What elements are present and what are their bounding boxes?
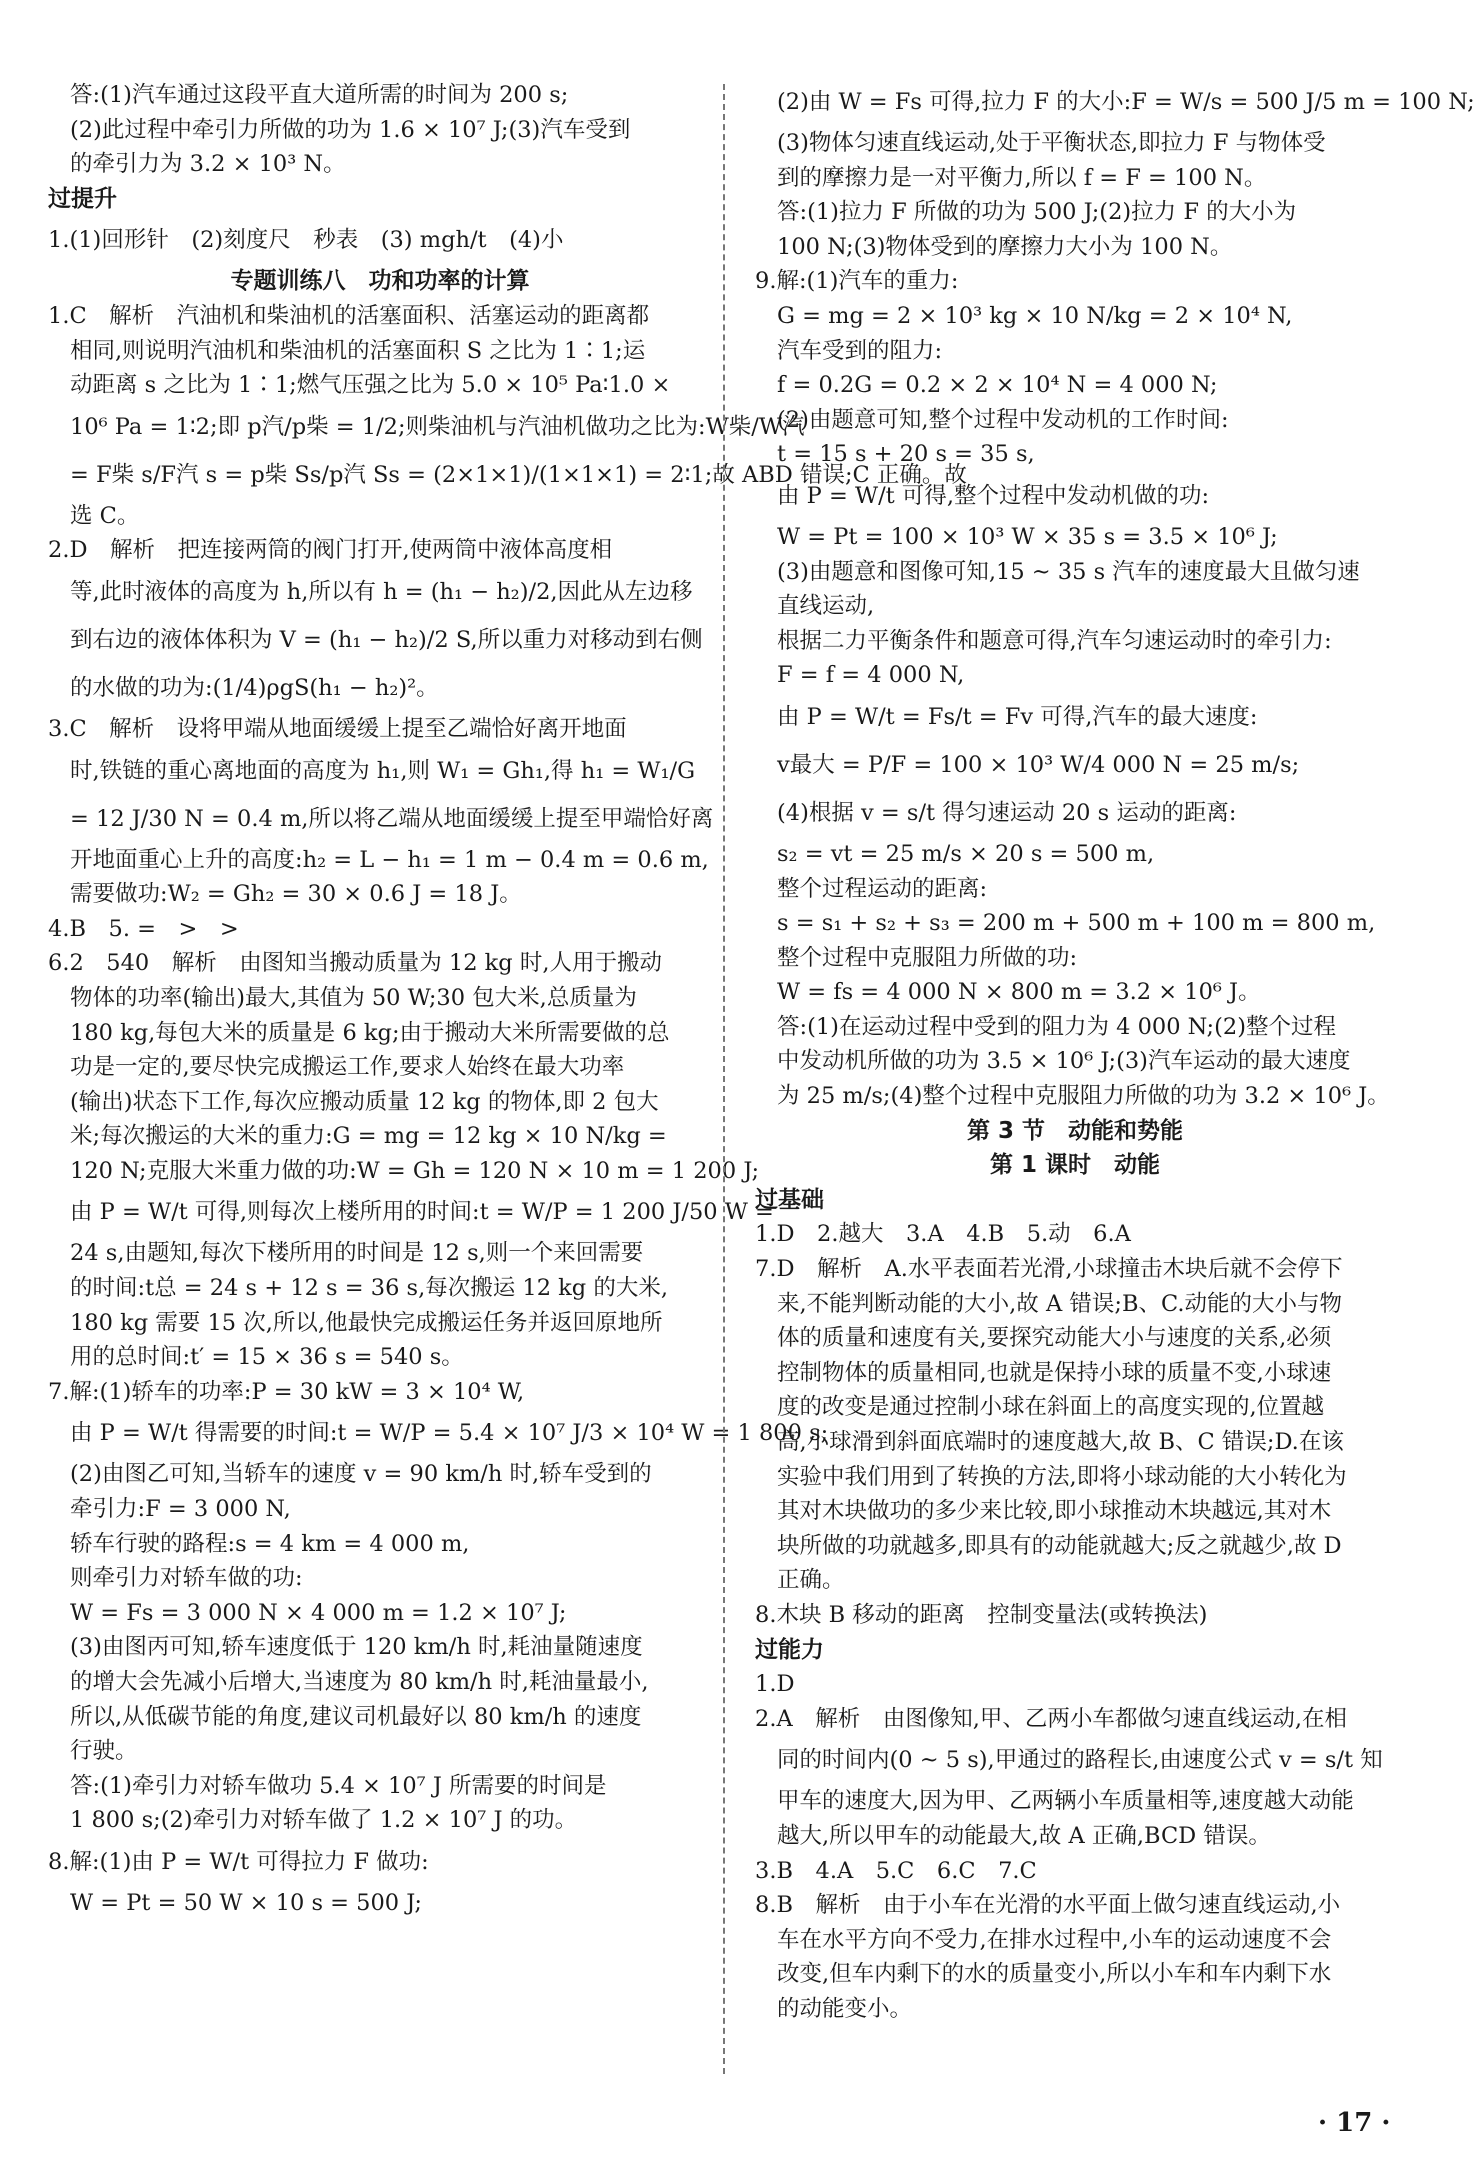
text-line: (2)由题意可知,整个过程中发动机的工作时间: [777, 406, 1229, 433]
text-line: 8.解:(1)由 P = W/t 可得拉力 F 做功: [48, 1848, 429, 1875]
text-line: 的牵引力为 3.2 × 10³ N。 [70, 151, 346, 178]
text-line: (4)根据 v = s/t 得匀速运动 20 s 运动的距离: [777, 799, 1237, 826]
section-heading: 过能力 [755, 1636, 824, 1663]
text-line: 到右边的液体体积为 V = (h₁ − h₂)/2 S,所以重力对移动到右侧 [70, 626, 703, 653]
text-line: 4.B 5. = > > [48, 915, 239, 942]
right-column [755, 78, 1475, 2027]
text-line: 1.C 解析 汽油机和柴油机的活塞面积、活塞运动的距离都 [48, 302, 650, 329]
text-line: 由 P = W/t 得需要的时间:t = W/P = 5.4 × 10⁷ J/3 × 10⁴ W = 1 800 s; [70, 1420, 829, 1447]
text-line: 2.A 解析 由图像知,甲、乙两小车都做匀速直线运动,在相 [755, 1705, 1348, 1732]
text-line: 的动能变小。 [777, 1995, 913, 2022]
section-heading: 过提升 [48, 185, 117, 212]
text-line: 8.木块 B 移动的距离 控制变量法(或转换法) [755, 1601, 1208, 1628]
text-line: 1.D 2.越大 3.A 4.B 5.动 6.A [755, 1221, 1131, 1248]
text-line: (3)由图丙可知,轿车速度低于 120 km/h 时,耗油量随速度 [70, 1634, 643, 1661]
text-line: (3)物体匀速直线运动,处于平衡状态,即拉力 F 与物体受 [777, 130, 1326, 156]
text-line: 180 kg 需要 15 次,所以,他最快完成搬运任务并返回原地所 [70, 1309, 663, 1336]
text-line: 车在水平方向不受力,在排水过程中,小车的运动速度不会 [777, 1926, 1332, 1953]
text-line: 正确。 [777, 1567, 845, 1594]
section-heading: 第 3 节 动能和势能 [966, 1117, 1184, 1144]
section-heading: 过基础 [755, 1186, 824, 1213]
text-line: G = mg = 2 × 10³ kg × 10 N/kg = 2 × 10⁴ N, [777, 302, 1293, 329]
text-line: 越大,所以甲车的动能最大,故 A 正确,BCD 错误。 [777, 1822, 1271, 1849]
text-line: 物体的功率(输出)最大,其值为 50 W;30 包大米,总质量为 [70, 984, 637, 1011]
text-line: 需要做功:W₂ = Gh₂ = 30 × 0.6 J = 18 J。 [70, 881, 522, 908]
text-line: W = fs = 4 000 N × 800 m = 3.2 × 10⁶ J。 [777, 979, 1261, 1006]
text-line: 答:(1)在运动过程中受到的阻力为 4 000 N;(2)整个过程 [777, 1013, 1337, 1040]
text-line: 为 25 m/s;(4)整个过程中克服阻力所做的功为 3.2 × 10⁶ J。 [777, 1083, 1390, 1110]
text-line: 米;每次搬运的大米的重力:G = mg = 12 kg × 10 N/kg = [70, 1123, 667, 1150]
text-line: 选 C。 [70, 502, 140, 529]
text-line: 来,不能判断动能的大小,故 A 错误;B、C.动能的大小与物 [777, 1290, 1343, 1317]
text-line: 体的质量和速度有关,要探究动能大小与速度的关系,必须 [777, 1325, 1332, 1352]
text-line: 汽车受到的阻力: [777, 337, 943, 364]
text-line: (2)此过程中牵引力所做的功为 1.6 × 10⁷ J;(3)汽车受到 [70, 116, 631, 143]
text-line: 由 P = W/t 可得,整个过程中发动机做的功: [777, 482, 1210, 509]
text-line: 100 N;(3)物体受到的摩擦力大小为 100 N。 [777, 233, 1233, 260]
text-line: 直线运动, [777, 593, 875, 620]
text-line: s₂ = vt = 25 m/s × 20 s = 500 m, [777, 840, 1155, 867]
text-line: 7.解:(1)轿车的功率:P = 30 kW = 3 × 10⁴ W, [48, 1378, 525, 1405]
text-line: 2.D 解析 把连接两筒的阀门打开,使两筒中液体高度相 [48, 537, 613, 564]
text-line: 答:(1)牵引力对轿车做功 5.4 × 10⁷ J 所需要的时间是 [70, 1772, 607, 1799]
text-line: 用的总时间:t′ = 15 × 36 s = 540 s。 [70, 1344, 464, 1371]
text-line: 高,小球滑到斜面底端时的速度越大,故 B、C 错误;D.在该 [777, 1429, 1344, 1455]
text-line: 甲车的速度大,因为甲、乙两辆小车质量相等,速度越大动能 [777, 1788, 1354, 1815]
text-line: 由 P = W/t = Fs/t = Fv 可得,汽车的最大速度: [777, 703, 1258, 730]
text-line: F = f = 4 000 N, [777, 662, 965, 689]
text-line: (3)由题意和图像可知,15 ~ 35 s 汽车的速度最大且做匀速 [777, 558, 1360, 585]
text-line: 开地面重心上升的高度:h₂ = L − h₁ = 1 m − 0.4 m = 0.6 m, [70, 846, 709, 873]
section-heading: 第 1 课时 动能 [989, 1152, 1161, 1179]
text-line: = F柴 s/F汽 s = p柴 Ss/p汽 Ss = (2×1×1)/(1×1×1) = 2∶1;故 ABD 错误;C 正确。故 [70, 461, 967, 488]
text-line: 同的时间内(0 ~ 5 s),甲通过的路程长,由速度公式 v = s/t 知 [777, 1747, 1383, 1774]
text-line: 7.D 解析 A.水平表面若光滑,小球撞击木块后就不会停下 [755, 1256, 1343, 1283]
column-divider [723, 84, 725, 2074]
text-line: 控制物体的质量相同,也就是保持小球的质量不变,小球速 [777, 1359, 1332, 1386]
text-line: 整个过程中克服阻力所做的功: [777, 944, 1078, 971]
text-line: W = Pt = 100 × 10³ W × 35 s = 3.5 × 10⁶ J; [777, 523, 1278, 550]
text-line: 1 800 s;(2)牵引力对轿车做了 1.2 × 10⁷ J 的功。 [70, 1807, 578, 1834]
text-line: 到的摩擦力是一对平衡力,所以 f = F = 100 N。 [777, 164, 1267, 191]
text-line: 1.(1)回形针 (2)刻度尺 秒表 (3) mgh/t (4)小 [48, 227, 564, 254]
text-line: W = Fs = 3 000 N × 4 000 m = 1.2 × 10⁷ J; [70, 1599, 567, 1626]
text-line: 改变,但车内剩下的水的质量变小,所以小车和车内剩下水 [777, 1961, 1332, 1988]
text-line: 牵引力:F = 3 000 N, [70, 1496, 291, 1523]
section-heading: 专题训练八 功和功率的计算 [230, 268, 530, 295]
text-line: 其对木块做功的多少来比较,即小球推动木块越远,其对木 [777, 1498, 1332, 1525]
text-line: 功是一定的,要尽快完成搬运工作,要求人始终在最大功率 [70, 1054, 625, 1081]
text-line: t = 15 s + 20 s = 35 s, [777, 441, 1035, 468]
text-line: (2)由 W = Fs 可得,拉力 F 的大小:F = W/s = 500 J/5 m = 100 N; [777, 89, 1475, 115]
text-line: (输出)状态下工作,每次应搬动质量 12 kg 的物体,即 2 包大 [70, 1088, 659, 1115]
text-line: 实验中我们用到了转换的方法,即将小球动能的大小转化为 [777, 1463, 1347, 1490]
text-line: 中发动机所做的功为 3.5 × 10⁶ J;(3)汽车运动的最大速度 [777, 1048, 1351, 1075]
text-line: 8.B 解析 由于小车在光滑的水平面上做匀速直线运动,小 [755, 1892, 1341, 1919]
text-line: (2)由图乙可知,当轿车的速度 v = 90 km/h 时,轿车受到的 [70, 1461, 652, 1488]
text-line: = 12 J/30 N = 0.4 m,所以将乙端从地面缓缓上提至甲端恰好离 [70, 805, 714, 832]
text-line: 的水做的功为:(1/4)ρgS(h₁ − h₂)²。 [70, 674, 439, 701]
text-line: 的时间:t总 = 24 s + 12 s = 36 s,每次搬运 12 kg 的大米, [70, 1275, 669, 1302]
text-line: 则牵引力对轿车做的功: [70, 1565, 303, 1592]
text-line: 轿车行驶的路程:s = 4 km = 4 000 m, [70, 1530, 470, 1557]
text-line: W = Pt = 50 W × 10 s = 500 J; [70, 1889, 422, 1916]
text-line: 度的改变是通过控制小球在斜面上的高度实现的,位置越 [777, 1394, 1325, 1421]
text-line: 答:(1)汽车通过这段平直大道所需的时间为 200 s; [70, 82, 569, 108]
text-line: 3.C 解析 设将甲端从地面缓缓上提至乙端恰好离开地面 [48, 715, 627, 742]
text-line: 24 s,由题知,每次下楼所用的时间是 12 s,则一个来回需要 [70, 1240, 644, 1267]
text-line: s = s₁ + s₂ + s₃ = 200 m + 500 m + 100 m = 800 m, [777, 910, 1376, 937]
text-line: 180 kg,每包大米的质量是 6 kg;由于搬动大米所需要做的总 [70, 1019, 670, 1046]
text-line: 9.解:(1)汽车的重力: [755, 268, 959, 295]
text-line: 动距离 s 之比为 1∶1;燃气压强之比为 5.0 × 10⁵ Pa∶1.0 × [70, 372, 671, 399]
text-line: 10⁶ Pa = 1∶2;即 p汽/p柴 = 1/2;则柴油机与汽油机做功之比为:W柴/W汽 [70, 413, 805, 440]
text-line: 答:(1)拉力 F 所做的功为 500 J;(2)拉力 F 的大小为 [777, 199, 1297, 226]
text-line: 相同,则说明汽油机和柴油机的活塞面积 S 之比为 1∶1;运 [70, 337, 646, 364]
text-line: 1.D [755, 1671, 795, 1698]
text-line: 120 N;克服大米重力做的功:W = Gh = 120 N × 10 m = 1 200 J; [70, 1157, 760, 1184]
text-line: 块所做的功就越多,即具有的动能就越大;反之就越少,故 D [777, 1532, 1342, 1559]
page-number: · 17 · [1318, 2108, 1391, 2138]
text-line: 所以,从低碳节能的角度,建议司机最好以 80 km/h 的速度 [70, 1703, 642, 1730]
text-line: 行驶。 [70, 1738, 138, 1765]
text-line: 3.B 4.A 5.C 6.C 7.C [755, 1857, 1037, 1884]
text-line: 等,此时液体的高度为 h,所以有 h = (h₁ − h₂)/2,因此从左边移 [70, 578, 693, 605]
text-line: f = 0.2G = 0.2 × 2 × 10⁴ N = 4 000 N; [777, 372, 1218, 399]
text-line: 根据二力平衡条件和题意可得,汽车匀速运动时的牵引力: [777, 627, 1332, 654]
text-line: 的增大会先减小后增大,当速度为 80 km/h 时,耗油量最小, [70, 1669, 649, 1695]
text-line: v最大 = P/F = 100 × 10³ W/4 000 N = 25 m/s; [777, 751, 1300, 778]
text-line: 由 P = W/t 可得,则每次上楼所用的时间:t = W/P = 1 200 J/50 W = [70, 1199, 774, 1226]
text-line: 整个过程运动的距离: [777, 875, 988, 902]
text-line: 时,铁链的重心离地面的高度为 h₁,则 W₁ = Gh₁,得 h₁ = W₁/G [70, 757, 696, 784]
text-line: 6.2 540 解析 由图知当搬动质量为 12 kg 时,人用于搬动 [48, 950, 663, 977]
